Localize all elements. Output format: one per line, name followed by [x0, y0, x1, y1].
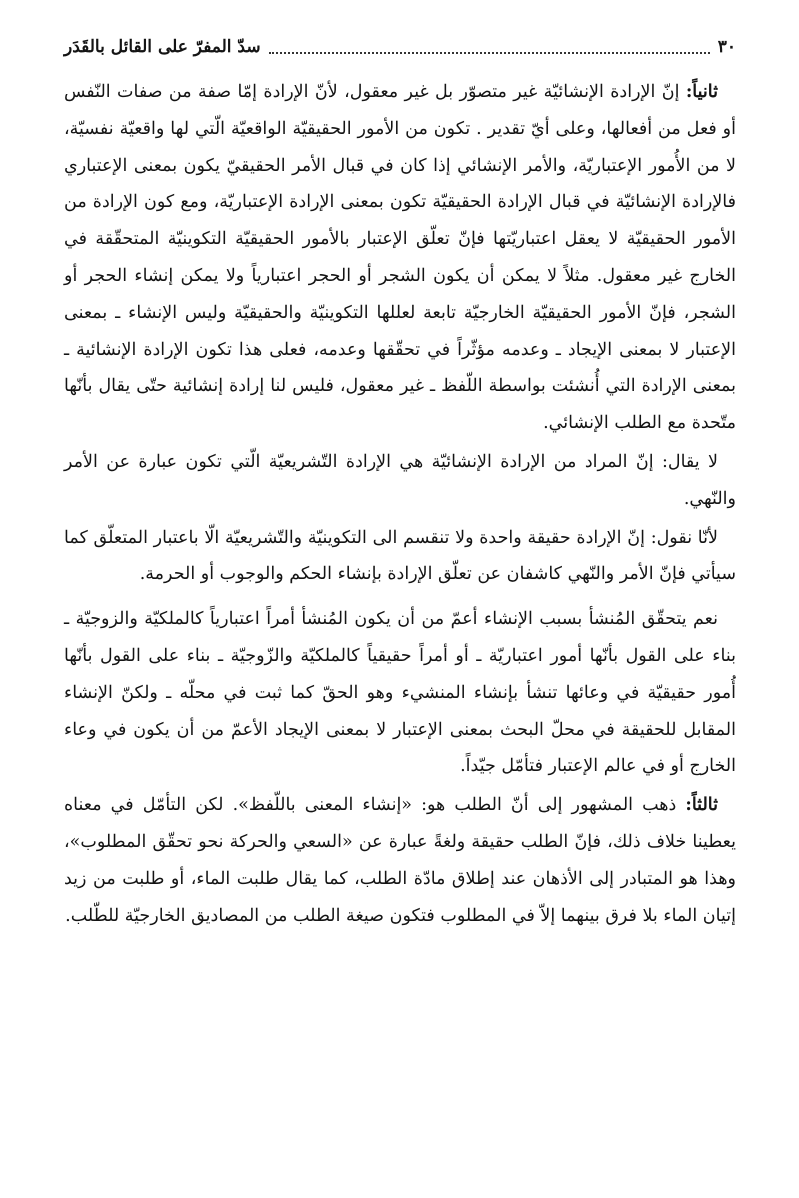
paragraph-reply — [64, 520, 736, 594]
page-header — [64, 30, 736, 64]
paragraph-text: إنّ الإرادة الإنشائيّة غير متصوّر بل غير معقول، لأنّ الإرادة إمّا صفة من صفات النّفس أو فعل من أفعالها، وعلى أيّ تقدير . تكون من الأمور الحقيقيّة الواقعيّة الّتي لها واقعيّة نفسيّة، لا من الأُمور الإعتباريّة، والأمر الإنشائي إذا كان في قبال الأمر الحقيقيّ يكون بمعنى الإعتباري فالإرادة الإنشائيّة في قبال الإرادة الحقيقيّة تكون بمعنى الإرادة الإعتباريّة، ومع كون الإرادة من الأمور الحقيقيّة لا يعقل اعتباريّتها فإنّ تعلّق الإعتبار بالأمور الحقيقيّة التكوينيّة المتحقّقة في الخارج غير معقول. مثلاً لا يمكن أن يكون الشجر أو الحجر اعتبارياً ولا يمكن إنشاء الحجر أو الشجر، فإنّ الأمور الحقيقيّة الخارجيّة تابعة لعللها التكوينيّة والحقيقيّة وليس الإنشاء ـ بمعنى الإعتبار لا بمعنى الإيجاد ـ وعدمه مؤثّراً في تحقّقها وعدمه، فعلى هذا تكون الإرادة الإنشائية ـ بمعنى الإرادة التي أُنشئت بواسطة اللّفظ ـ غير معقول، فليس لنا إرادة إنشائية حتّى يقال بأنّها متّحدة مع الطلب الإنشائي. — [64, 82, 736, 434]
paragraph-text: لأنّا نقول: إنّ الإرادة حقيقة واحدة ولا تنقسم الى التكوينيّة والتّشريعيّة الّا باعتبار المتعلّق كما سيأتي فإنّ الأمر والنّهي كاشفان عن تعلّق الإرادة بإنشاء الحكم والوجوب أو الحرمة. — [64, 527, 736, 585]
paragraph-yes — [64, 601, 736, 785]
paragraph-third-point — [64, 787, 736, 934]
paragraph-text: نعم يتحقّق المُنشأ بسبب الإنشاء أعمّ من أن يكون المُنشأ أمراً اعتبارياً كالملكيّة والزوجيّة ـ بناء على القول بأنّها أمور اعتباريّة ـ أو أمراً حقيقياً كالملكيّة والزّوجيّة ـ بناء على القول بأنّها أُمور حقيقيّة في وعائها تنشأ بإنشاء المنشيء وهو الحقّ كما ثبت في محلّه ـ ولكنّ الإنشاء المقابل للحقيقة في محلّ البحث بمعنى الإعتبار لا بمعنى الإيجاد الأعمّ من أن يكون في وعاء الخارج أو في عالم الإعتبار فتأمّل جيّداً. — [64, 609, 736, 777]
paragraph-lead: ثالثاً: — [685, 795, 718, 816]
paragraph-second-point — [64, 74, 736, 442]
paragraph-text: لا يقال: إنّ المراد من الإرادة الإنشائيّة هي الإرادة التّشريعيّة الّتي تكون عبارة عن الأمر والنّهي. — [64, 451, 736, 509]
page-number: ٣٠ — [717, 37, 736, 57]
paragraph-text: ذهب المشهور إلى أنّ الطلب هو: «إنشاء المعنى باللّفظ». لكن التأمّل في معناه يعطينا خلاف ذلك، فإنّ الطلب حقيقة ولغةً عبارة عن «السعي والحركة نحو تحقّق المطلوب»، وهذا هو المتبادر إلى الأذهان عند إطلاق مادّة الطلب، كما يقال طلبت الماء، أو طلبت من زيد إتيان الماء بلا فرق بينهما إلاّ في المطلوب فتكون صيغة الطلب من المصاديق الخارجيّة للطّلب. — [64, 795, 736, 926]
paragraph-objection — [64, 444, 736, 518]
body-text — [64, 74, 736, 934]
header-dot-leader — [269, 52, 710, 54]
paragraph-lead: ثانياً: — [685, 82, 718, 102]
document-page — [64, 30, 736, 1170]
running-title: سدّ المفرّ على القائل بالقَدَر — [64, 37, 261, 57]
